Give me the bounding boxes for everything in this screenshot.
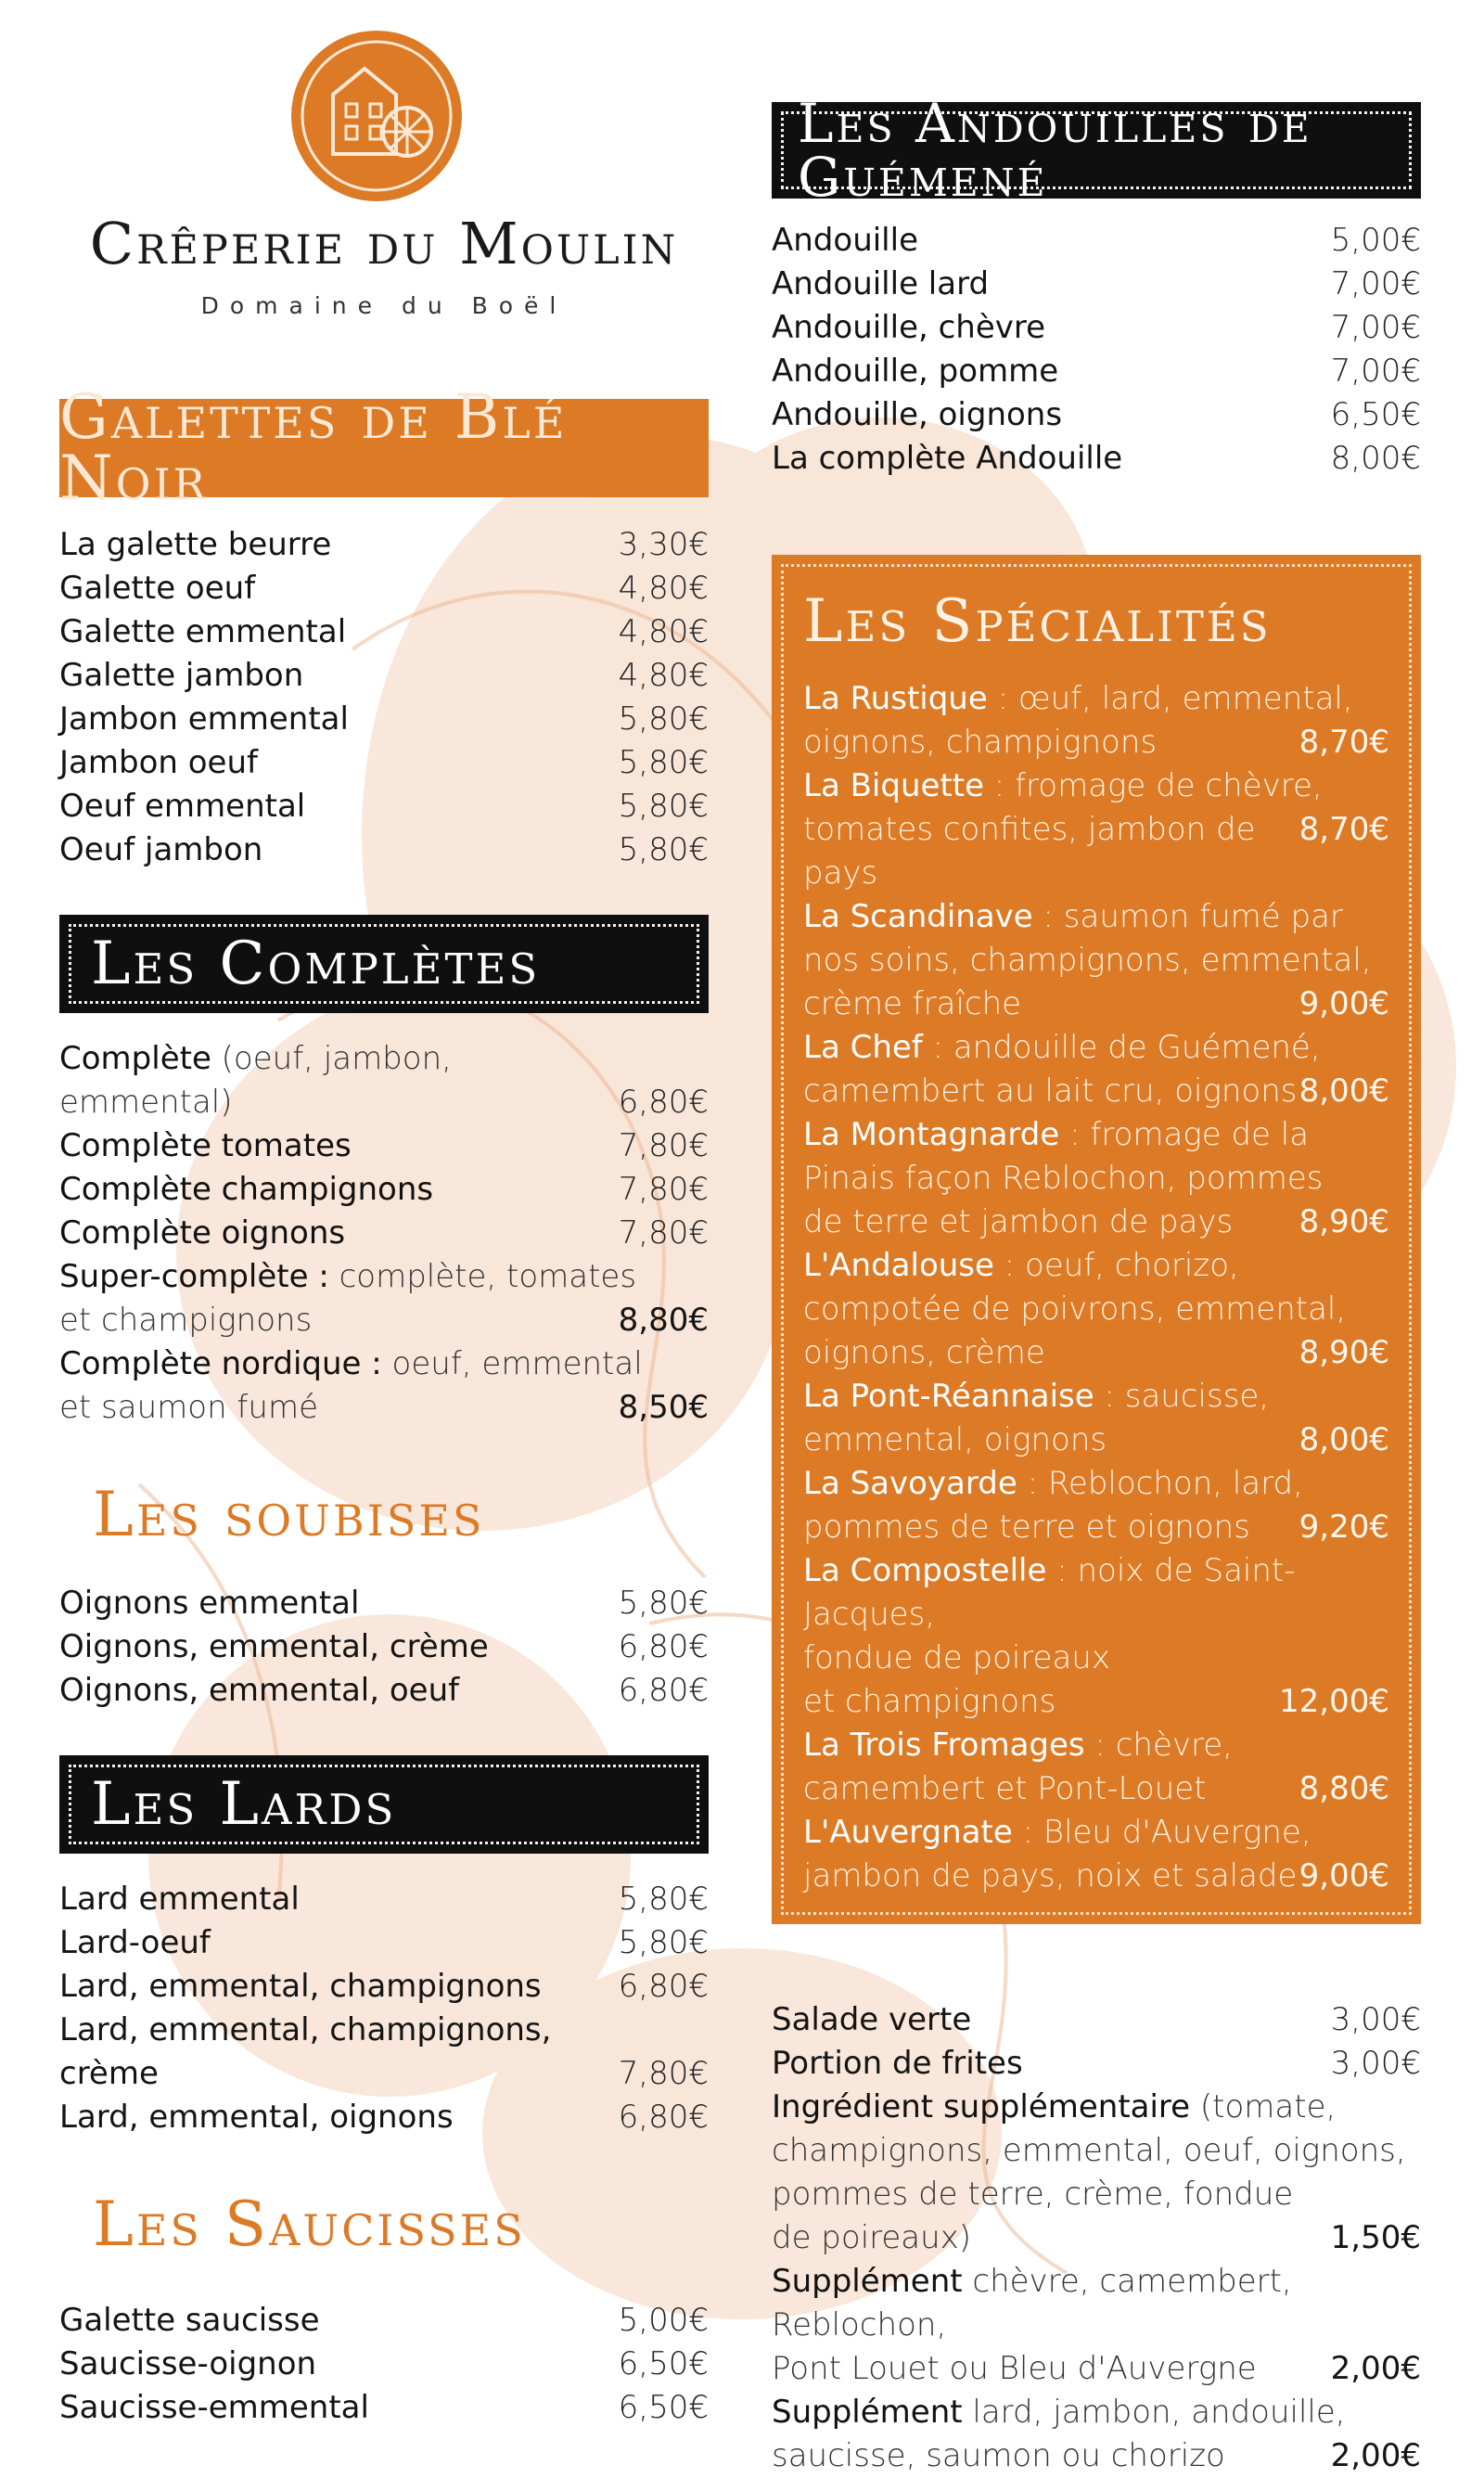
left-column [59, 28, 709, 2430]
item-name: Oeuf jambon [59, 831, 263, 868]
item-price: 5,80€ [618, 1924, 709, 1961]
extras-list [772, 1998, 1421, 2478]
item-name: Lard-oeuf [59, 1924, 211, 1961]
specialty-desc: : oeuf, chorizo, [993, 1247, 1239, 1284]
item-desc: (oeuf, jambon, emmental) [59, 1040, 452, 1121]
item-name: Andouille [772, 222, 918, 259]
specialty-desc: : andouille de Guémené, [922, 1029, 1321, 1066]
specialites-box [772, 555, 1421, 1924]
specialty-desc-tail: camembert et Pont-Louet [803, 1770, 1207, 1807]
lards-title: Les Lards [91, 1770, 397, 1839]
item-desc-tail: de poireaux) [772, 2219, 972, 2256]
specialty-price: 8,70€ [1298, 811, 1389, 848]
specialty-desc: nos soins, champignons, emmental, [803, 942, 1372, 979]
specialty-desc-tail: de terre et jambon de pays [803, 1203, 1234, 1240]
list-item [772, 2260, 1421, 2391]
specialty-price: 8,90€ [1298, 1203, 1389, 1240]
item-name: La galette beurre [59, 526, 332, 563]
item-name: Complète [59, 1040, 211, 1077]
list-item [59, 698, 709, 741]
andouilles-banner [772, 92, 1421, 209]
item-price: 2,00€ [1330, 2437, 1421, 2474]
item-price: 4,80€ [618, 657, 709, 694]
list-item [772, 1998, 1421, 2042]
item-name: Complète nordique : [59, 1345, 382, 1382]
item-price: 6,50€ [618, 2389, 709, 2426]
completes-title: Les Complètes [91, 930, 541, 998]
specialty-name: La Compostelle [803, 1552, 1047, 1589]
list-item [772, 2042, 1421, 2086]
specialty-desc-tail: emmental, oignons [803, 1421, 1107, 1458]
item-name: Portion de frites [772, 2045, 1023, 2082]
brand-subtitle: Domaine du Boël [200, 292, 568, 319]
specialty-item [803, 895, 1389, 1026]
item-price: 7,00€ [1330, 353, 1421, 390]
item-price: 7,80€ [618, 1214, 709, 1252]
item-price: 6,50€ [618, 2345, 709, 2382]
item-name: Complète tomates [59, 1127, 352, 1164]
item-price: 8,00€ [1330, 440, 1421, 477]
andouilles-title: Les Andouilles de Guémené [798, 92, 1312, 209]
specialty-desc: : noix de Saint-Jacques, [803, 1552, 1296, 1633]
list-item [59, 1124, 709, 1168]
item-price: 3,00€ [1330, 2045, 1421, 2082]
list-item [772, 2086, 1421, 2260]
specialty-desc-tail: camembert au lait cru, oignons [803, 1072, 1298, 1110]
specialty-price: 9,00€ [1298, 985, 1389, 1022]
item-price: 5,80€ [618, 744, 709, 781]
item-name: Oignons, emmental, crème [59, 1628, 489, 1665]
item-desc: (tomate, [1190, 2088, 1337, 2125]
specialty-name: La Montagnarde [803, 1116, 1060, 1153]
right-column [772, 92, 1421, 2478]
item-price: 8,50€ [618, 1389, 709, 1426]
list-item [772, 263, 1421, 306]
item-desc: oeuf, emmental [381, 1345, 643, 1382]
specialty-item [803, 1549, 1389, 1724]
specialty-item [803, 1113, 1389, 1244]
specialty-desc: Pinais façon Reblochon, pommes [803, 1160, 1324, 1197]
item-name: Galette emmental [59, 613, 347, 650]
saucisses-list [59, 2299, 709, 2430]
item-desc-tail: et saumon fumé [59, 1389, 318, 1426]
item-price: 2,00€ [1330, 2350, 1421, 2387]
item-name: Andouille, chèvre [772, 309, 1046, 346]
item-price: 3,00€ [1330, 2001, 1421, 2038]
list-item [59, 1669, 709, 1713]
item-name: Supplément [772, 2394, 963, 2431]
list-item [772, 2391, 1421, 2478]
galettes-title: Galettes de Blé Noir [59, 381, 568, 514]
list-item [772, 393, 1421, 437]
list-item [59, 654, 709, 698]
specialty-desc: fondue de poireaux [803, 1639, 1110, 1676]
specialty-desc-tail: et champignons [803, 1683, 1056, 1720]
list-item [59, 610, 709, 654]
list-item [59, 2096, 709, 2139]
list-item [59, 741, 709, 785]
specialty-desc: : saucisse, [1094, 1378, 1270, 1415]
list-item [59, 2386, 709, 2430]
item-price: 3,30€ [618, 526, 709, 563]
item-name: Oignons, emmental, oeuf [59, 1672, 460, 1709]
item-name: La complète Andouille [772, 440, 1123, 477]
item-price: 5,00€ [1330, 222, 1421, 259]
list-item [59, 785, 709, 828]
item-price: 7,80€ [618, 1127, 709, 1164]
item-name: Lard, emmental, oignons [59, 2099, 454, 2136]
list-item [59, 1625, 709, 1669]
specialty-name: L'Andalouse [803, 1247, 994, 1284]
list-item [59, 2299, 709, 2343]
item-name: Lard, emmental, champignons [59, 1968, 542, 2005]
specialty-item [803, 677, 1389, 764]
item-name: Ingrédient supplémentaire [772, 2088, 1191, 2125]
completes-list [59, 1037, 709, 1430]
list-item [772, 437, 1421, 481]
item-name: Galette saucisse [59, 2302, 320, 2339]
specialty-desc: : œuf, lard, emmental, [987, 680, 1353, 717]
item-desc: chèvre, camembert, Reblochon, [772, 2263, 1292, 2343]
item-price: 6,80€ [618, 1628, 709, 1665]
item-price: 5,80€ [618, 700, 709, 738]
specialty-name: La Chef [803, 1029, 923, 1066]
item-price: 6,80€ [618, 1672, 709, 1709]
item-price: 1,50€ [1330, 2219, 1421, 2256]
galettes-banner [59, 381, 709, 514]
specialty-price: 8,00€ [1298, 1421, 1389, 1458]
item-name: Jambon oeuf [59, 744, 258, 781]
item-desc-tail: saucisse, saumon ou chorizo [772, 2437, 1225, 2474]
mill-house-icon [288, 28, 465, 204]
list-item [772, 306, 1421, 350]
list-item [59, 1342, 709, 1430]
specialty-item [803, 1811, 1389, 1898]
specialty-name: La Rustique [803, 680, 988, 717]
item-name: Andouille, pomme [772, 353, 1059, 390]
specialty-desc-tail: oignons, champignons [803, 724, 1158, 761]
item-price: 5,80€ [618, 1881, 709, 1918]
item-price: 7,80€ [618, 2055, 709, 2092]
specialty-name: La Savoyarde [803, 1465, 1017, 1502]
item-price: 7,00€ [1330, 309, 1421, 346]
specialty-desc-tail: tomates confites, jambon de pays [803, 811, 1256, 892]
list-item [59, 1921, 709, 1965]
item-name: Super-complète : [59, 1258, 329, 1295]
item-price: 5,80€ [618, 1585, 709, 1622]
list-item [59, 523, 709, 567]
item-name: Galette jambon [59, 657, 304, 694]
specialty-price: 8,80€ [1298, 1770, 1389, 1807]
item-price: 6,80€ [618, 1968, 709, 2005]
item-name: Jambon emmental [59, 700, 349, 738]
specialty-desc-tail: crème fraîche [803, 985, 1022, 1022]
list-item [59, 2009, 709, 2096]
list-item [59, 1582, 709, 1625]
item-price: 6,50€ [1330, 396, 1421, 433]
list-item [59, 828, 709, 872]
specialty-desc-tail: pommes de terre et oignons [803, 1509, 1250, 1546]
item-desc-tail: et champignons [59, 1302, 313, 1339]
list-item [59, 1965, 709, 2009]
specialty-item [803, 1026, 1389, 1113]
galettes-list [59, 523, 709, 872]
list-item [59, 1255, 709, 1342]
soubises-title: Les soubises [93, 1479, 485, 1550]
completes-banner [59, 915, 709, 1013]
logo-header [59, 28, 709, 399]
item-name: Supplément [772, 2263, 963, 2300]
specialty-desc-tail: jambon de pays, noix et salade [803, 1857, 1298, 1894]
brand-name: Crêperie du Moulin [89, 210, 679, 277]
lards-list [59, 1878, 709, 2139]
specialty-desc: : Bleu d'Auvergne, [1012, 1814, 1311, 1851]
specialty-desc: : saumon fumé par [1032, 898, 1343, 935]
list-item [772, 350, 1421, 393]
lards-banner [59, 1755, 709, 1854]
saucisses-title: Les Saucisses [93, 2189, 526, 2260]
specialty-desc: : Reblochon, lard, [1017, 1465, 1303, 1502]
specialty-name: La Scandinave [803, 898, 1033, 935]
specialty-desc: : chèvre, [1084, 1727, 1233, 1764]
specialty-price: 8,70€ [1298, 724, 1389, 761]
specialty-item [803, 1244, 1389, 1375]
list-item [59, 1878, 709, 1921]
andouilles-list [772, 219, 1421, 481]
specialty-desc-tail: oignons, crème [803, 1334, 1045, 1371]
item-name: Saucisse-oignon [59, 2345, 317, 2382]
item-desc: lard, jambon, andouille, [962, 2394, 1346, 2431]
specialty-item [803, 764, 1389, 895]
specialty-price: 8,00€ [1298, 1072, 1389, 1110]
list-item [772, 219, 1421, 263]
specialty-desc: : fromage de chèvre, [984, 767, 1323, 804]
item-desc: pommes de terre, crème, fondue [772, 2176, 1294, 2213]
specialty-name: La Trois Fromages [803, 1727, 1085, 1764]
specialty-desc: compotée de poivrons, emmental, [803, 1290, 1347, 1328]
item-price: 6,80€ [618, 2099, 709, 2136]
specialty-price: 9,00€ [1298, 1857, 1389, 1894]
specialites-title: Les Spécialités [803, 587, 1272, 656]
item-price: 6,80€ [618, 1084, 709, 1121]
specialty-name: La Pont-Réannaise [803, 1378, 1094, 1415]
specialty-price: 8,90€ [1298, 1334, 1389, 1371]
item-price: 5,00€ [618, 2302, 709, 2339]
item-price: 8,80€ [618, 1302, 709, 1339]
item-name: Saucisse-emmental [59, 2389, 369, 2426]
item-name: Galette oeuf [59, 570, 256, 607]
item-name: Salade verte [772, 2001, 972, 2038]
specialty-item [803, 1724, 1389, 1811]
item-desc-tail: Pont Louet ou Bleu d'Auvergne [772, 2350, 1257, 2387]
item-desc: champignons, emmental, oeuf, oignons, [772, 2132, 1406, 2169]
item-price: 4,80€ [618, 570, 709, 607]
item-price: 4,80€ [618, 613, 709, 650]
specialty-name: La Biquette [803, 767, 984, 804]
list-item [59, 2343, 709, 2386]
specialty-desc: : fromage de la [1059, 1116, 1310, 1153]
list-item [59, 567, 709, 610]
item-desc: complète, tomates [328, 1258, 637, 1295]
item-name: Lard emmental [59, 1881, 300, 1918]
item-name: Oignons emmental [59, 1585, 360, 1622]
item-name: Complète champignons [59, 1171, 434, 1208]
item-name: Oeuf emmental [59, 788, 306, 825]
item-price: 5,80€ [618, 788, 709, 825]
item-name: Complète oignons [59, 1214, 346, 1252]
list-item [59, 1212, 709, 1255]
list-item [59, 1168, 709, 1212]
item-name: Andouille, oignons [772, 396, 1063, 433]
item-price: 5,80€ [618, 831, 709, 868]
specialty-item [803, 1462, 1389, 1549]
item-name: Lard, emmental, champignons, crème [59, 2011, 552, 2092]
soubises-list [59, 1582, 709, 1713]
item-price: 7,00€ [1330, 265, 1421, 302]
specialty-name: L'Auvergnate [803, 1814, 1013, 1851]
specialty-item [803, 1375, 1389, 1462]
item-price: 7,80€ [618, 1171, 709, 1208]
specialty-price: 9,20€ [1298, 1509, 1389, 1546]
item-name: Andouille lard [772, 265, 990, 302]
specialty-price: 12,00€ [1279, 1683, 1389, 1720]
list-item [59, 1037, 709, 1124]
